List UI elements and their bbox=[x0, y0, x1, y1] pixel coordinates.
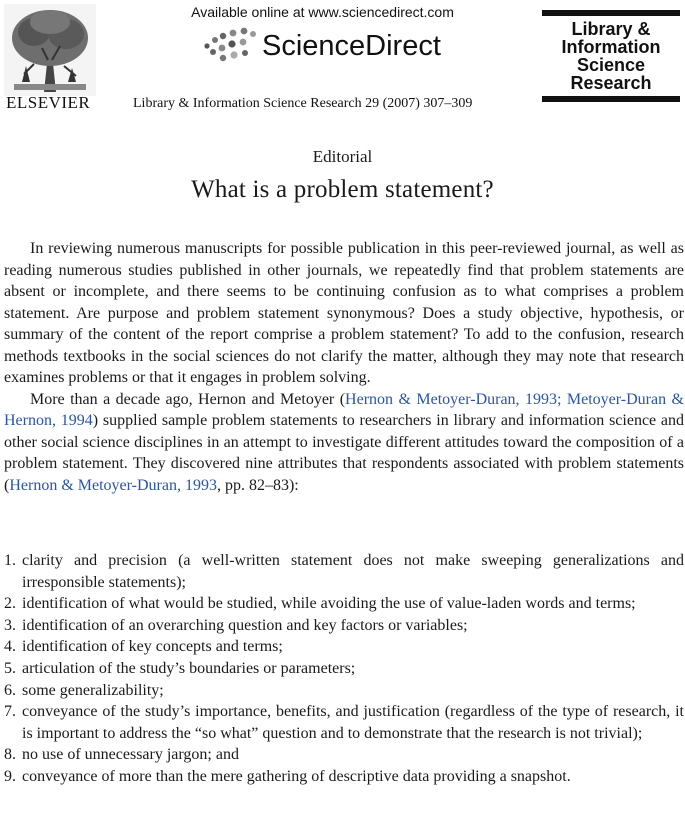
list-item-text: clarity and precision (a well-written statement does not make sweeping generalizations and irresponsible statements); bbox=[22, 552, 684, 591]
list-item-text: conveyance of the study’s importance, benefits, and justification (regardless of the type of research, it is important to address the “so what” question and to demonstrate that the research is not trivial); bbox=[22, 703, 684, 742]
list-item-text: identification of an overarching question and key factors or variables; bbox=[22, 616, 468, 634]
section-label: Editorial bbox=[312, 147, 373, 166]
list-item bbox=[4, 615, 684, 637]
list-item bbox=[4, 744, 684, 766]
list-item bbox=[4, 766, 684, 788]
list-number: 2. bbox=[4, 595, 16, 613]
list-item bbox=[4, 658, 684, 680]
journal-box-line: Library & bbox=[571, 19, 651, 39]
list-number: 4. bbox=[4, 638, 16, 656]
list-number: 7. bbox=[4, 703, 16, 721]
citation-link[interactable]: Hernon & Metoyer-Duran, 1993; Metoyer-Duran & Hernon, 1994 bbox=[4, 390, 684, 429]
list-item-text: articulation of the study’s boundaries or parameters; bbox=[22, 659, 356, 677]
list-number: 6. bbox=[4, 681, 16, 699]
list-item bbox=[4, 550, 684, 593]
paragraph-2-text: More than a decade ago, Hernon and Metoyer ( bbox=[30, 390, 346, 408]
list-item bbox=[4, 701, 684, 744]
list-item-text: conveyance of more than the mere gathering of descriptive data providing a snapshot. bbox=[22, 767, 571, 785]
list-item-text: identification of key concepts and terms; bbox=[22, 638, 283, 656]
list-number: 3. bbox=[4, 616, 16, 634]
article-body bbox=[4, 238, 684, 496]
list-number: 1. bbox=[4, 552, 16, 569]
elsevier-wordmark: ELSEVIER bbox=[6, 93, 91, 112]
journal-citation: Library & Information Science Research 29 (2007) 307–309 bbox=[133, 96, 473, 111]
sciencedirect-dots-logo bbox=[203, 26, 259, 64]
citation-link[interactable]: Hernon & Metoyer-Duran, 1993 bbox=[9, 476, 217, 494]
paragraph-2-text: ) supplied sample problem statements to researchers in library and information science and other social science disciplines in an attempt to investigate different attitudes toward the composition of a problem statement. They discovered nine attributes that respondents associated with problem statements ( bbox=[4, 412, 685, 494]
list-number: 9. bbox=[4, 767, 16, 785]
list-item-text: identification of what would be studied, while avoiding the use of value-laden words and terms; bbox=[22, 595, 636, 613]
page-header bbox=[0, 0, 685, 120]
list-number: 8. bbox=[4, 746, 16, 764]
paragraph-1: In reviewing numerous manuscripts for possible publication in this peer-reviewed journal, as well as reading numerous studies published in other journals, we repeatedly find that problem statements are absent or incomplete, and there seems to be continuing confusion as to what comprises a problem statement. Are purpose and problem statement synonymous? Does a study objective, hypothesis, or summary of the content of the report comprise a problem statement? To add to the confusion, research methods textbooks in the social sciences do not clarify the matter, although they may note that research examines problems or that it engages in problem solving. bbox=[4, 240, 684, 386]
sciencedirect-wordmark: ScienceDirect bbox=[262, 30, 441, 62]
list-item bbox=[4, 593, 684, 615]
journal-box-line: Science bbox=[576, 55, 646, 75]
available-online-line: Available online at www.sciencedirect.com bbox=[191, 4, 454, 20]
list-item bbox=[4, 636, 684, 658]
attributes-list bbox=[4, 550, 684, 788]
journal-box-line: Information bbox=[561, 37, 661, 57]
list-number: 5. bbox=[4, 659, 16, 677]
list-item-text: no use of unnecessary jargon; and bbox=[22, 746, 239, 764]
list-item-text: some generalizability; bbox=[22, 681, 164, 699]
list-item bbox=[4, 680, 684, 702]
paragraph-2 bbox=[4, 389, 684, 497]
journal-title-box bbox=[542, 10, 680, 102]
journal-box-line: Research bbox=[570, 73, 652, 93]
paragraph-2-text: , pp. 82–83): bbox=[216, 476, 299, 494]
article-title: What is a problem statement? bbox=[191, 176, 494, 203]
